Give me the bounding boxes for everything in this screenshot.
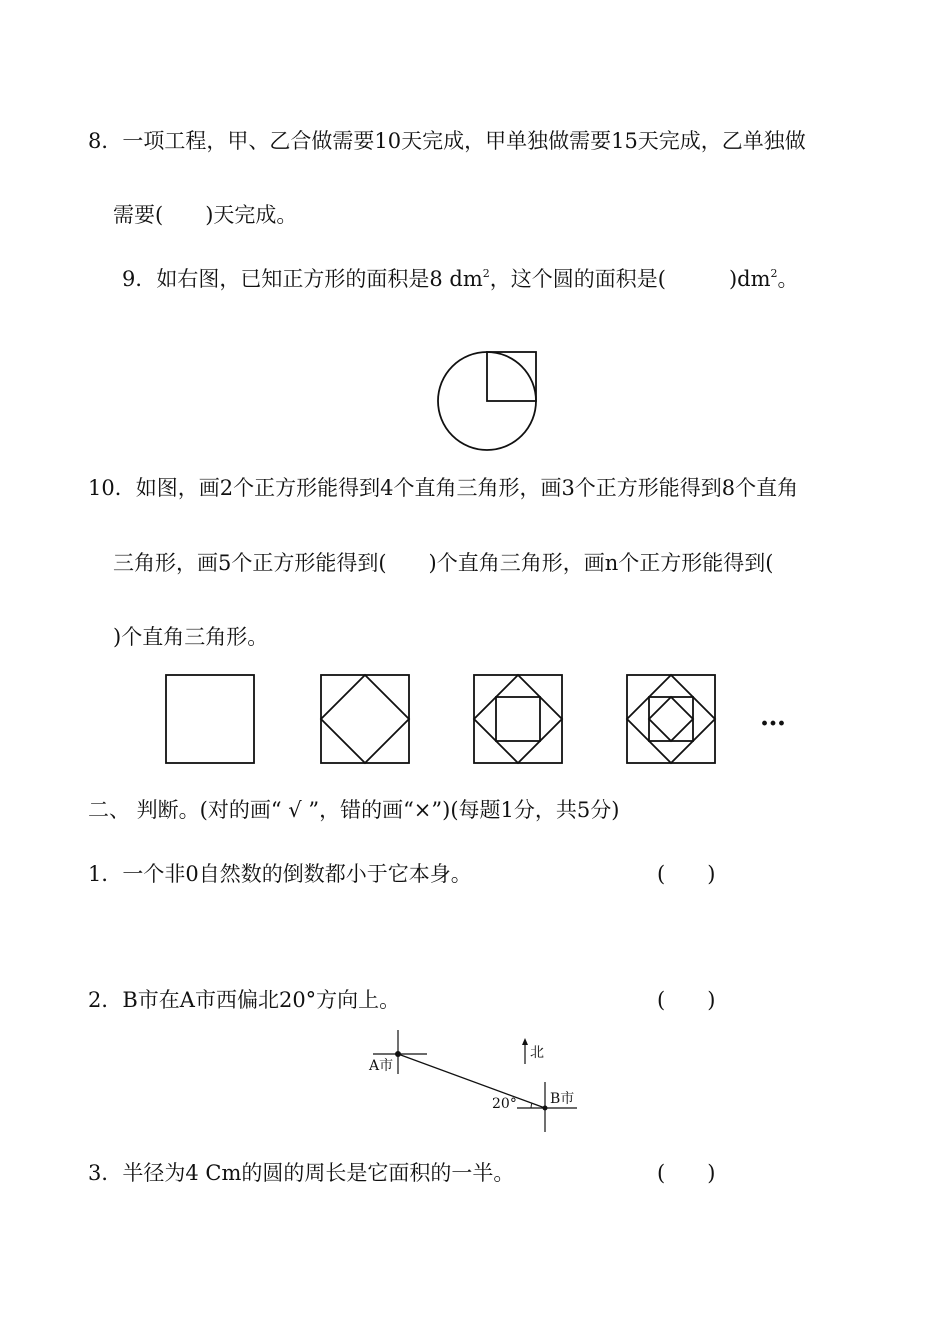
q9-suffix: 。	[777, 267, 799, 291]
nested-squares-2	[319, 673, 411, 765]
judge2-text: 2．B市在A市西偏北20°方向上。	[88, 988, 401, 1012]
judge3-text: 3．半径为4 Cm的圆的周长是它面积的一半。	[88, 1161, 515, 1185]
figure-ellipsis: …	[760, 702, 786, 732]
judge1-answer[interactable]: ( )	[657, 862, 716, 886]
angle-label: 20°	[492, 1096, 517, 1112]
q9-text	[122, 269, 799, 290]
city-b-label: B市	[550, 1091, 575, 1107]
q10-line2: 三角形，画5个正方形能得到( )个直角三角形，画n个正方形能得到(	[113, 551, 774, 575]
nested-squares-4	[625, 673, 717, 765]
q9-middle: ，这个圆的面积是( )dm	[489, 267, 771, 291]
judge2-answer[interactable]: ( )	[657, 988, 716, 1012]
nested-squares-1	[164, 673, 256, 765]
q10-line1: 10．如图，画2个正方形能得到4个直角三角形，画3个正方形能得到8个直角	[88, 476, 799, 500]
q9-prefix: 9．如右图，已知正方形的面积是8 dm	[122, 267, 483, 291]
nested-squares-3	[472, 673, 564, 765]
q8-line2: 需要( )天完成。	[113, 203, 298, 227]
judge1-text: 1．一个非0自然数的倒数都小于它本身。	[88, 862, 472, 886]
circle-square-figure	[430, 345, 545, 455]
judge3-answer[interactable]: ( )	[657, 1161, 716, 1185]
direction-figure	[365, 1030, 585, 1135]
q10-line3: )个直角三角形。	[113, 625, 269, 649]
q9-sup1: 2	[482, 267, 490, 280]
q8-line1: 8．一项工程，甲、乙合做需要10天完成，甲单独做需要15天完成，乙单独做	[88, 129, 806, 153]
north-label: 北	[530, 1045, 544, 1061]
section2-heading: 二、 判断。(对的画“ √ ”，错的画“×”)(每题1分，共5分)	[88, 798, 620, 822]
city-a-label: A市	[369, 1058, 394, 1074]
q9-sup2: 2	[770, 267, 778, 280]
